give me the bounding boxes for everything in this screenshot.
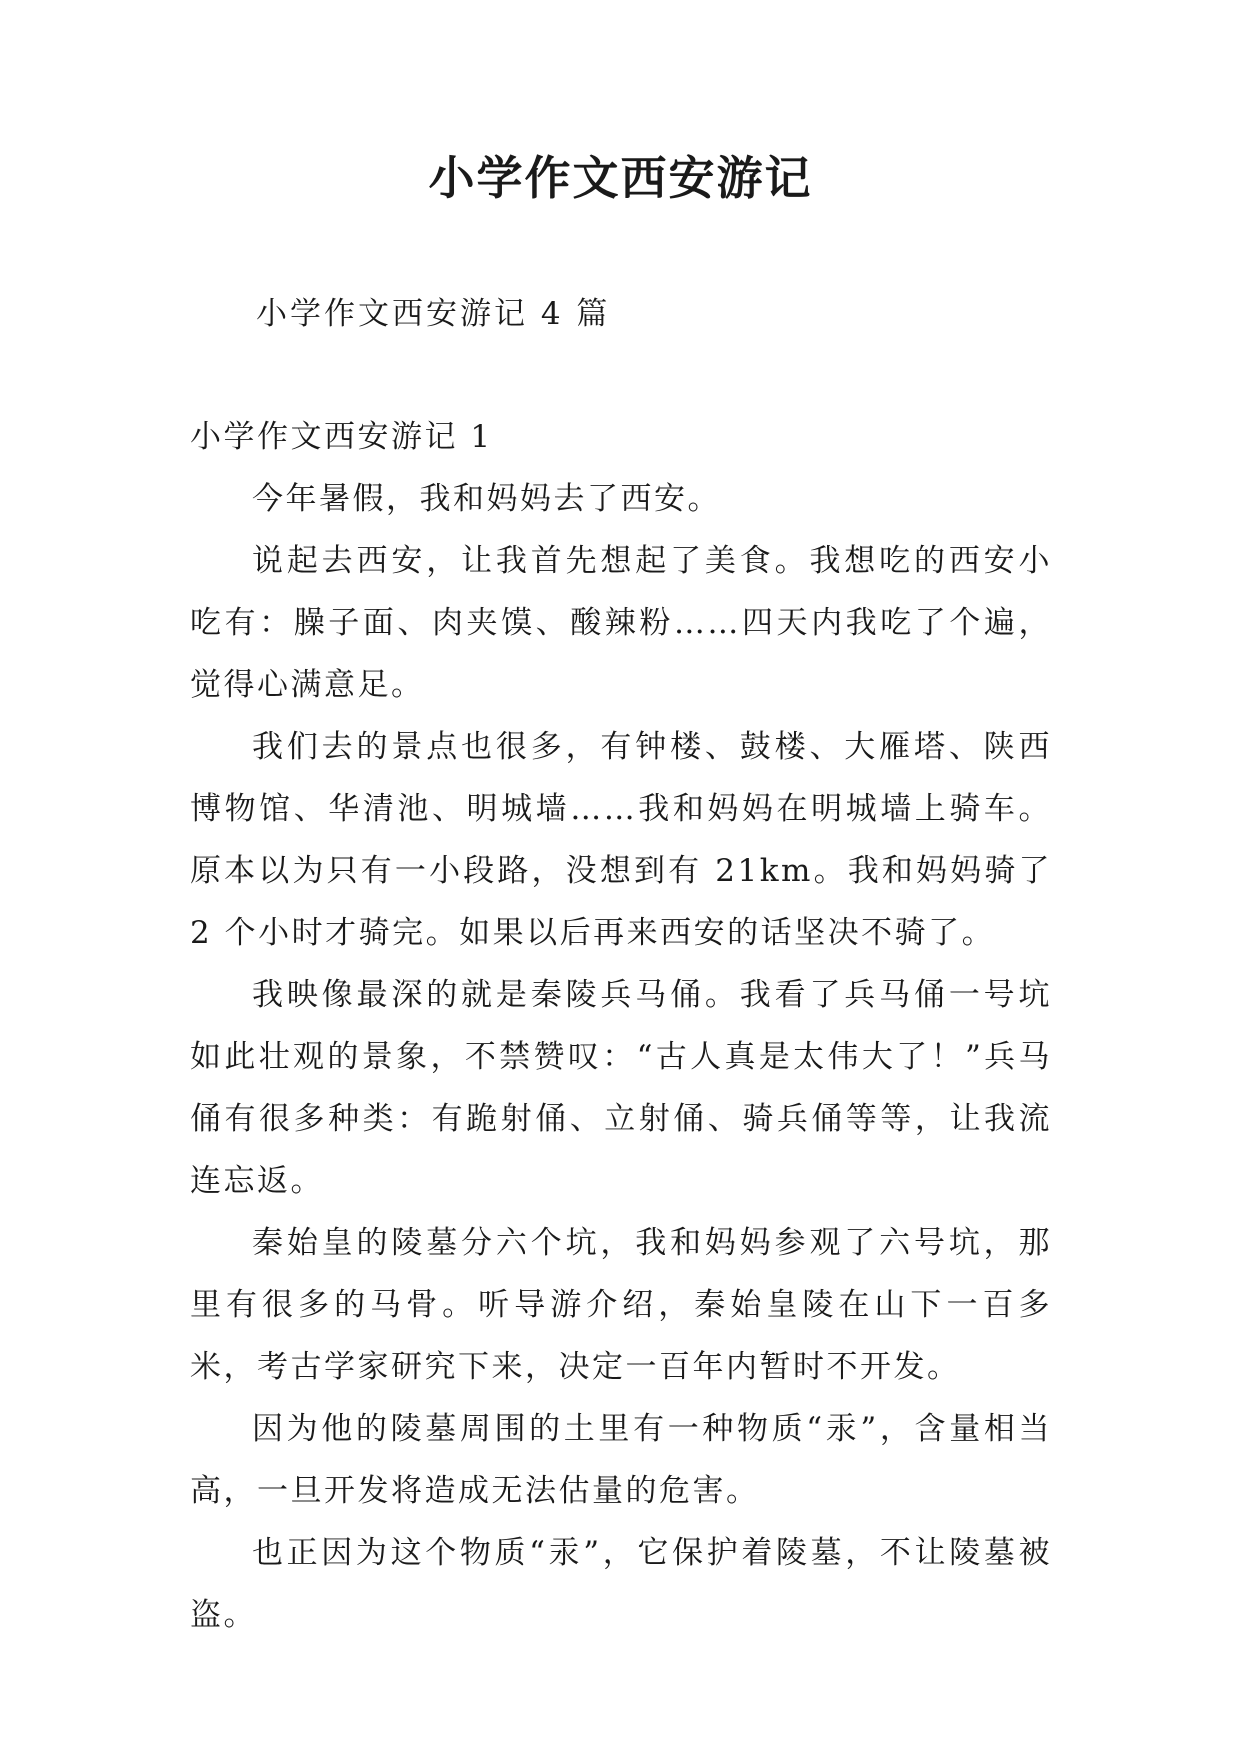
section-heading: 小学作文西安游记 1 [190, 419, 493, 455]
paragraph: 说起去西安，让我首先想起了美食。我想吃的西安小吃有：臊子面、肉夹馍、酸辣粉……四天内我吃了个遍，觉得心满意足。 [190, 543, 1052, 703]
paragraph: 秦始皇的陵墓分六个坑，我和妈妈参观了六号坑，那里有很多的马骨。听导游介绍，秦始皇陵在山下一百多米，考古学家研究下来，决定一百年内暂时不开发。 [190, 1225, 1052, 1385]
document-title: 小学作文西安游记 [428, 151, 813, 205]
paragraph: 我映像最深的就是秦陵兵马俑。我看了兵马俑一号坑如此壮观的景象，不禁赞叹：“古人真是太伟大了！”兵马俑有很多种类：有跪射俑、立射俑、骑兵俑等等，让我流连忘返。 [190, 977, 1052, 1199]
document-subtitle: 小学作文西安游记 4 篇 [256, 296, 611, 332]
document-body [190, 406, 1052, 1646]
paragraph: 因为他的陵墓周围的土里有一种物质“汞”，含量相当高，一旦开发将造成无法估量的危害。 [190, 1411, 1052, 1509]
paragraph: 今年暑假，我和妈妈去了西安。 [252, 481, 721, 517]
paragraph: 也正因为这个物质“汞”，它保护着陵墓，不让陵墓被盗。 [190, 1535, 1052, 1633]
paragraph: 我们去的景点也很多，有钟楼、鼓楼、大雁塔、陕西博物馆、华清池、明城墙……我和妈妈在明城墙上骑车。原本以为只有一小段路，没想到有 21km。我和妈妈骑了 2 个小时才骑完。如果以后再来西安的话坚决不骑了。 [190, 729, 1052, 951]
